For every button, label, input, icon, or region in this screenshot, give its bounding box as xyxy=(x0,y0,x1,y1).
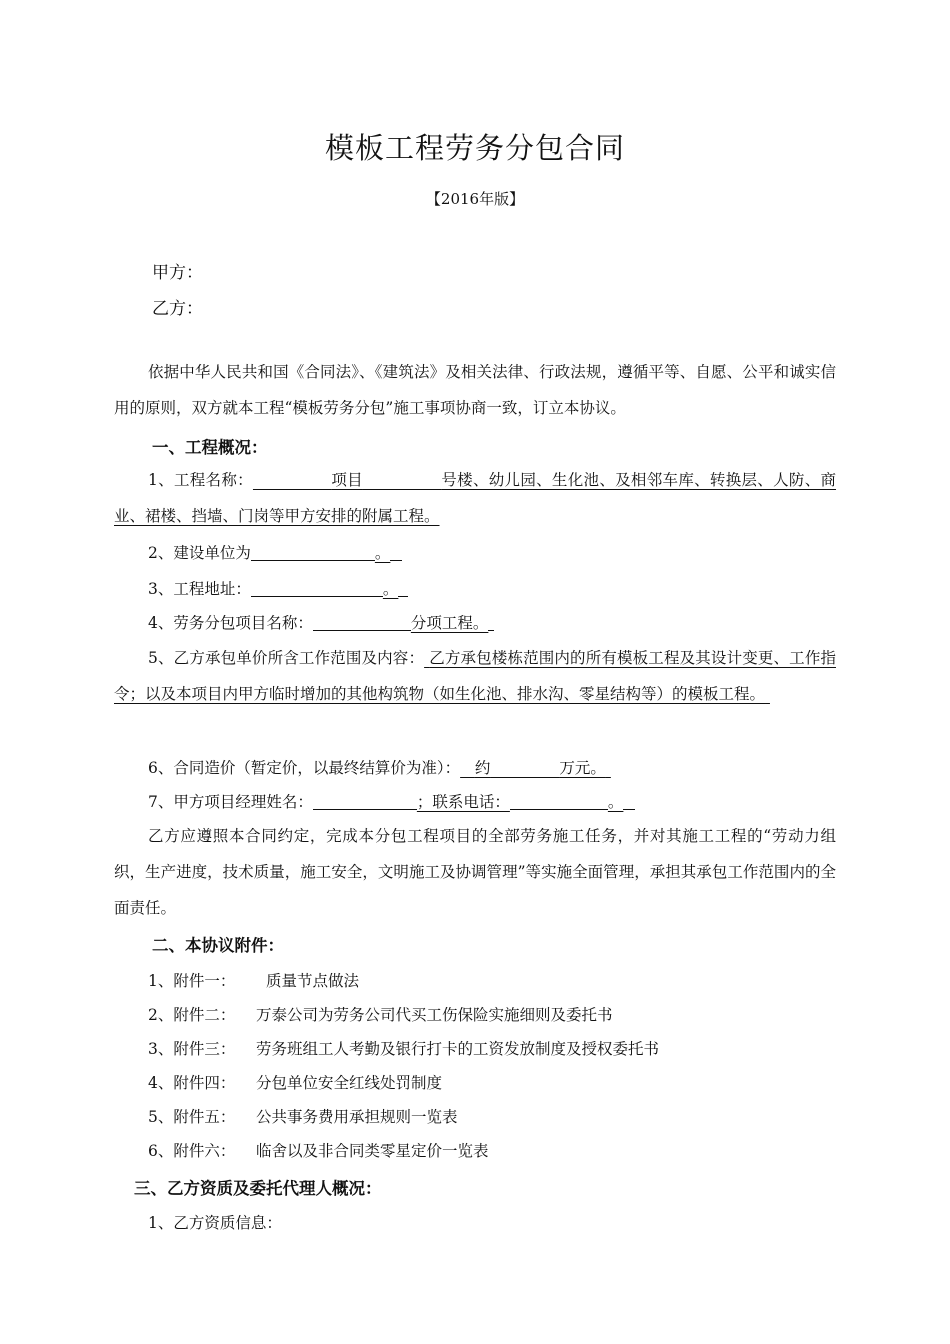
attachment-3 xyxy=(148,1037,659,1059)
attachment-4-num: 4、附件四： xyxy=(148,1074,236,1092)
intro-paragraph: 依据中华人民共和国《合同法》、《建筑法》及相关法律、行政法规，遵循平等、自愿、公平和诚实信用的原则，双方就本工程“模板劳务分包”施工事项协商一致，订立本协议。 xyxy=(114,363,836,417)
client-blank-tail xyxy=(390,543,402,561)
attachment-1-name: 质量节点做法 xyxy=(266,972,360,990)
address-blank-tail xyxy=(398,579,408,597)
attachment-5-name: 公共事务费用承担规则一览表 xyxy=(256,1108,458,1126)
address-label: 3、工程地址： xyxy=(148,580,251,598)
manager-blank-tail xyxy=(623,792,635,810)
attachment-4-name: 分包单位安全红线处罚制度 xyxy=(256,1074,443,1092)
item-address xyxy=(148,577,408,599)
manager-label: 7、甲方项目经理姓名： xyxy=(148,793,313,811)
subcontract-name-blank-tail xyxy=(488,613,494,631)
client-blank xyxy=(251,543,375,561)
manager-phone-blank xyxy=(510,792,608,810)
document-title: 模板工程劳务分包合同 xyxy=(324,131,625,165)
address-end: 。 xyxy=(382,580,399,598)
item-work-scope xyxy=(114,640,836,712)
edition-label: 【2016年版】 xyxy=(425,190,525,208)
contract-price-value: 约 万元。 xyxy=(474,759,606,777)
manager-name-blank xyxy=(313,792,417,810)
attachment-1-num: 1、附件一： xyxy=(148,972,236,990)
party-a-label: 甲方： xyxy=(152,263,203,283)
client-label: 2、建设单位为 xyxy=(148,544,251,562)
section2-heading: 二、本协议附件： xyxy=(152,936,284,955)
responsibility-paragraph: 乙方应遵照本合同约定，完成本分包工程项目的全部劳务施工任务，并对其施工工程的“劳动力组织，生产进度，技术质量，施工安全，文明施工及协调管理”等实施全面管理，承担其承包工作范围内的全面责任。 xyxy=(114,827,836,917)
section1-heading: 一、工程概况： xyxy=(152,438,268,457)
subcontract-name-value: 分项工程。 xyxy=(410,614,489,632)
attachment-1 xyxy=(148,969,359,991)
attachment-6-num: 6、附件六： xyxy=(148,1142,236,1160)
project-name-part-a: 项目 xyxy=(331,471,363,489)
item-qualification: 1、乙方资质信息： xyxy=(148,1214,282,1232)
item-contract-price xyxy=(148,756,611,778)
attachment-3-num: 3、附件三： xyxy=(148,1040,236,1058)
manager-end: 。 xyxy=(607,793,624,811)
subcontract-name-blank xyxy=(313,613,411,631)
attachment-3-name: 劳务班组工人考勤及银行打卡的工资发放制度及授权委托书 xyxy=(256,1040,660,1058)
attachment-4 xyxy=(148,1071,442,1093)
item-client xyxy=(148,541,402,563)
work-scope-label: 5、乙方承包单价所含工作范围及内容： xyxy=(148,649,425,667)
attachment-2 xyxy=(148,1003,613,1025)
contract-price-label: 6、合同造价（暂定价，以最终结算价为准）： xyxy=(148,759,461,777)
party-b-label: 乙方： xyxy=(152,299,203,319)
attachment-5-num: 5、附件五： xyxy=(148,1108,236,1126)
attachment-6 xyxy=(148,1139,489,1161)
section3-heading: 三、乙方资质及委托代理人概况： xyxy=(134,1179,382,1198)
attachment-2-num: 2、附件二： xyxy=(148,1006,236,1024)
project-name-part-b: 号楼、幼儿园、生化池、及相邻车库、转换层、人防、商业、裙楼、挡墙、门岗等甲方安排的附属工程。 xyxy=(114,471,837,525)
attachment-2-name: 万泰公司为劳务公司代买工伤保险实施细则及委托书 xyxy=(256,1006,613,1024)
client-end: 。 xyxy=(374,544,391,562)
attachment-6-name: 临舍以及非合同类零星定价一览表 xyxy=(256,1142,489,1160)
item-project-manager xyxy=(148,790,635,812)
manager-phone-label: ；联系电话： xyxy=(416,793,510,811)
item-subcontract-name xyxy=(148,611,494,633)
subcontract-name-label: 4、劳务分包项目名称： xyxy=(148,614,313,632)
project-name-label: 1、工程名称： xyxy=(148,471,253,489)
address-blank xyxy=(251,579,383,597)
attachment-5 xyxy=(148,1105,458,1127)
item-project-name xyxy=(114,462,836,534)
work-scope-value: 乙方承包楼栋范围内的所有模板工程及其设计变更、工作指令；以及本项目内甲方临时增加的其他构筑物（如生化池、排水沟、零星结构等）的模板工程。 xyxy=(114,649,836,703)
